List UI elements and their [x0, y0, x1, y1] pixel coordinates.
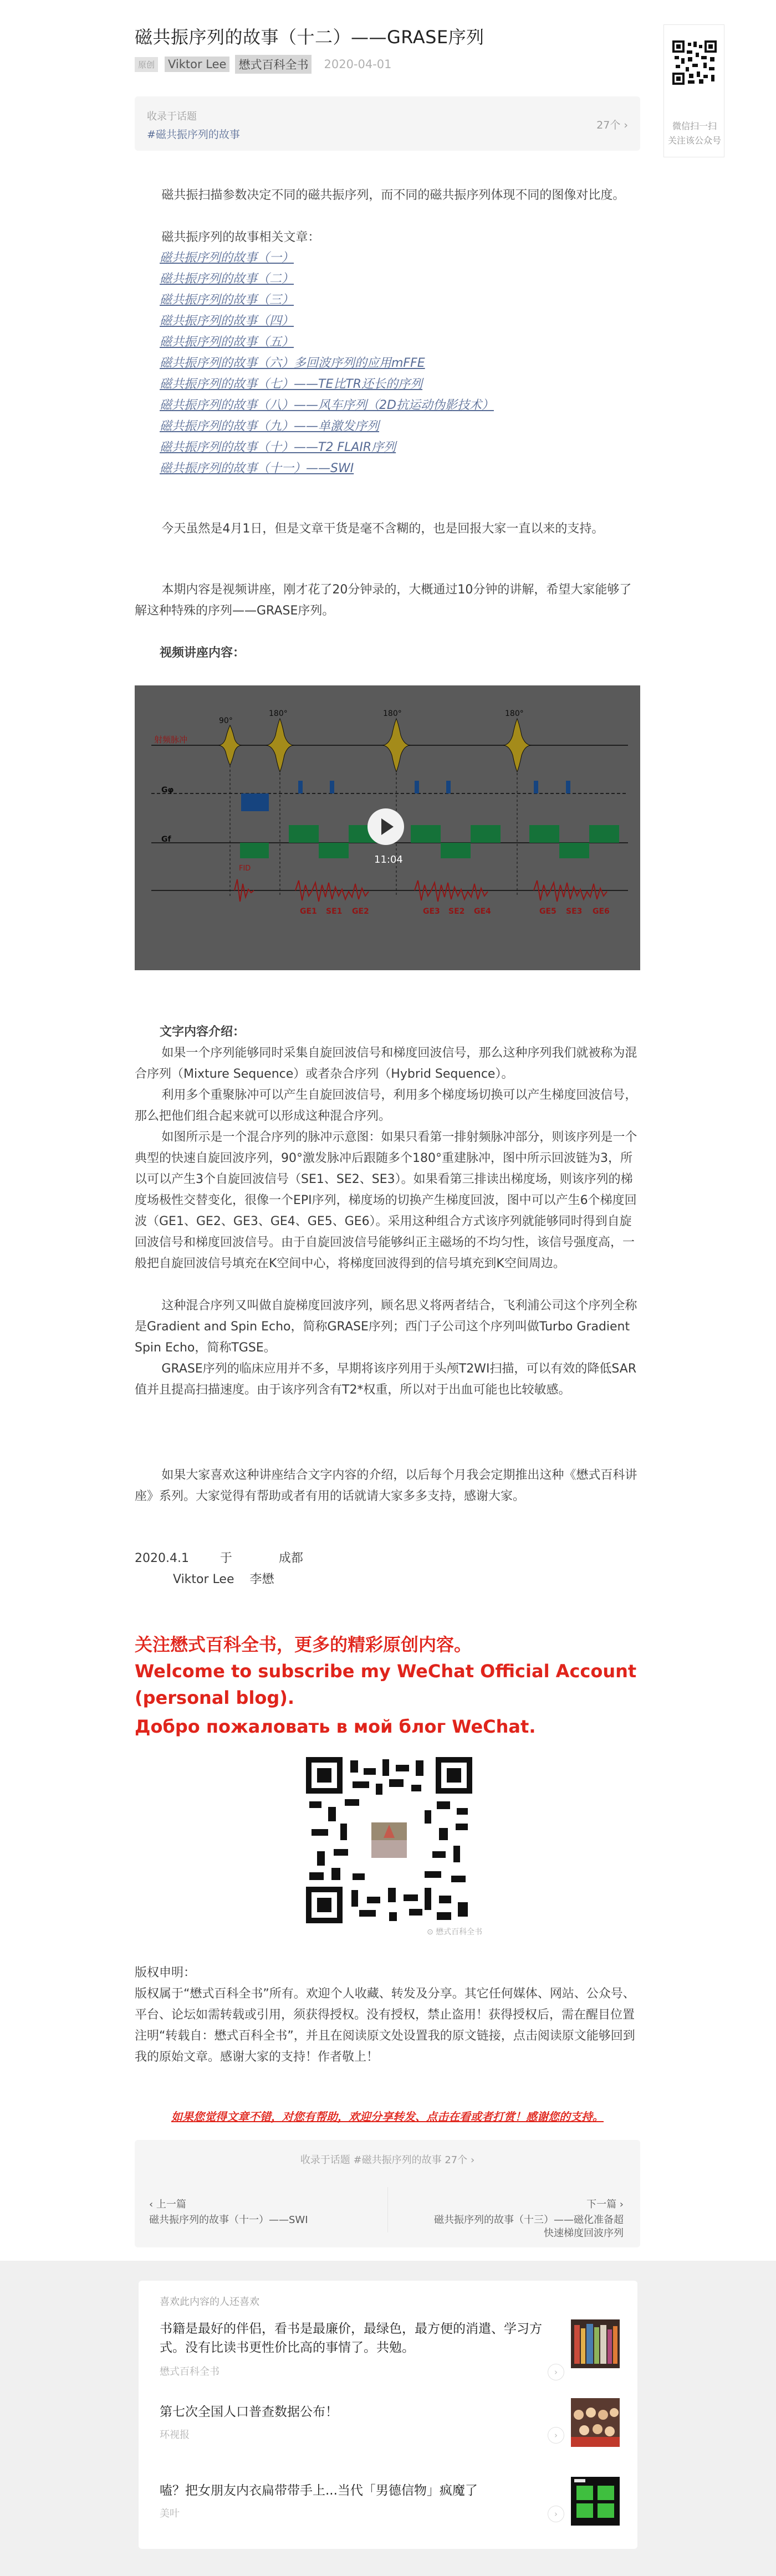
- angle-180-2: 180°: [383, 709, 402, 718]
- paragraph-diagram: 如图所示是一个混合序列的脉冲示意图：如果只看第一排射频脉冲部分，则该序列是一个典型的快速自旋回波序列，90°激发脉冲后跟随多个180°重建脉冲，图中所示回波链为3，所以可以产生3个自旋回波信号（SE1、SE2、SE3）。如果看第三排读出梯度场，则该序列的梯度场极性交替变化，很像一个EPI序列，梯度场的切换产生梯度回波，图中可以产生6个梯度回波（GE1、GE2、GE3、GE4、GE5、GE6）。采用这种组合方式该序列就能够同时得到自旋回波信号和梯度回波信号。由于自旋回波信号能够纠正主磁场的不均匀性，该信号强度高，一般把自旋回波信号填充在K空间中心，将梯度回波得到的信号填充到K空间周边。: [135, 1130, 637, 1271]
- recommend-item-title[interactable]: 嗑？把女朋友内衣扁带带手上...当代「男德信物」疯魔了: [160, 2483, 478, 2498]
- angle-90: 90°: [219, 716, 233, 725]
- chevron-right-icon[interactable]: ›: [548, 2364, 564, 2380]
- related-link-3[interactable]: 磁共振序列的故事（三）: [160, 293, 294, 307]
- play-button[interactable]: [367, 808, 404, 845]
- text-heading: 文字内容介绍：: [160, 1025, 246, 1039]
- echo-se3: SE3: [566, 907, 583, 916]
- echo-se1: SE1: [326, 907, 343, 916]
- book-thumbnail: [571, 2319, 620, 2368]
- related-link-5[interactable]: 磁共振序列的故事（五）: [160, 335, 294, 349]
- prev-label[interactable]: ‹ 上一篇: [149, 2199, 186, 2210]
- paragraph-grase-name: 这种混合序列又叫做自旋梯度回波序列，顾名思义将两者结合，飞利浦公司这个序列全称是Gradient and Spin Echo，简称GRASE序列；西门子公司这个序列叫做Turbo Gradient Spin Echo，简称TGSE。: [135, 1299, 637, 1355]
- echo-ge2: GE2: [352, 907, 369, 916]
- recommend-item-source: 美叶: [160, 2508, 180, 2519]
- nav-topic-line[interactable]: 收录于话题 #磁共振序列的故事 27个 ›: [300, 2154, 475, 2166]
- rf-label: 射频脉冲: [154, 735, 188, 745]
- follow-call-zh: 关注懋式百科全书，更多的精彩原创内容。: [135, 1634, 472, 1655]
- sign-date-place: 2020.4.1 于 成都: [135, 1551, 303, 1565]
- article-meta: [135, 55, 392, 73]
- related-link-10[interactable]: 磁共振序列的故事（十）——T2 FLAIR序列: [160, 441, 396, 454]
- follow-qr-panel: [663, 24, 724, 157]
- related-link-7[interactable]: 磁共振序列的故事（七）——TE比TR还长的序列: [160, 377, 423, 391]
- side-qr-caption-1: 微信扫一扫: [672, 121, 717, 131]
- support-note: 如果您觉得文章不错，对您有帮助，欢迎分享转发、点击在看或者打赏！感谢您的支持。: [171, 2110, 604, 2123]
- recommend-item-source: 懋式百科全书: [160, 2366, 219, 2378]
- chevron-right-icon[interactable]: ›: [548, 2506, 564, 2522]
- recommend-item[interactable]: [160, 2481, 620, 2537]
- original-tag: 原创: [135, 57, 158, 72]
- account-qr-graphic: [306, 1757, 472, 1923]
- account-name-link[interactable]: 懋式百科全书: [235, 55, 312, 74]
- gf-label: Gf: [161, 835, 171, 844]
- topic-count[interactable]: 27个 ›: [596, 119, 628, 131]
- copyright-label: 版权申明：: [135, 1966, 196, 1980]
- gphi-label: Gφ: [161, 786, 174, 795]
- author-name[interactable]: Viktor Lee: [165, 57, 229, 72]
- article-nav: [135, 2140, 640, 2247]
- echo-ge4: GE4: [474, 907, 491, 916]
- topic-collect-label: 收录于话题: [147, 111, 197, 122]
- recommend-item-source: 环视报: [160, 2429, 190, 2441]
- recommend-item-title[interactable]: 第七次全国人口普查数据公布！: [160, 2405, 338, 2419]
- follow-call-ru: Добро пожаловать в мой блог WeChat.: [135, 1716, 536, 1737]
- echo-ge5: GE5: [539, 907, 557, 916]
- fid-label: FID: [239, 864, 251, 873]
- next-label[interactable]: 下一篇 ›: [586, 2199, 624, 2210]
- nav-divider: [387, 2187, 388, 2232]
- april-paragraph: 今天虽然是4月1日，但是文章干货是毫不含糊的，也是回报大家一直以来的支持。: [161, 522, 604, 536]
- related-link-4[interactable]: 磁共振序列的故事（四）: [160, 314, 294, 328]
- prev-article-link[interactable]: 磁共振序列的故事（十一）——SWI: [149, 2214, 308, 2226]
- paragraph-mixture: 如果一个序列能够同时采集自旋回波信号和梯度回波信号，那么这种序列我们就被称为混合序列（Mixture Sequence）或者杂合序列（Hybrid Sequence）。: [135, 1046, 637, 1081]
- recommend-card: [139, 2281, 637, 2549]
- next-article-link-2[interactable]: 快速梯度回波序列: [544, 2227, 624, 2239]
- next-article-link[interactable]: 磁共振序列的故事（十三）——磁化准备超: [434, 2214, 624, 2226]
- angle-180-3: 180°: [505, 709, 524, 718]
- topic-tag-link[interactable]: #磁共振序列的故事: [147, 129, 240, 141]
- related-articles-label: 磁共振序列的故事相关文章：: [161, 231, 320, 244]
- poster-thumbnail: [571, 2477, 620, 2526]
- echo-ge6: GE6: [593, 907, 610, 916]
- copyright-text: 版权属于“懋式百科全书”所有。欢迎个人收藏、转发及分享。其它任何媒体、网站、公众号、平台、论坛如需转载或引用，须获得授权。没有授权，禁止盗用！获得授权后，需在醒目位置注明“转载自：懋式百科全书”，并且在阅读原文处设置我的原文链接，点击阅读原文能够回到我的原始文章。感谢大家的支持！作者敬上！: [135, 1987, 635, 2064]
- echo-se2: SE2: [448, 907, 465, 916]
- crowd-thumbnail: [571, 2398, 620, 2447]
- related-link-8[interactable]: 磁共振序列的故事（八）——风车序列（2D抗运动伪影技术）: [160, 398, 494, 412]
- related-link-2[interactable]: 磁共振序列的故事（二）: [160, 272, 294, 286]
- publish-date: 2020-04-01: [324, 58, 392, 71]
- echo-ge3: GE3: [423, 907, 440, 916]
- sign-author: Viktor Lee 李懋: [173, 1573, 274, 1586]
- account-qr-code: [306, 1757, 472, 1923]
- related-link-6[interactable]: 磁共振序列的故事（六）多回波序列的应用mFFE: [160, 356, 425, 370]
- video-duration: 11:04: [374, 854, 403, 866]
- video-player[interactable]: [135, 685, 640, 970]
- angle-180-1: 180°: [269, 709, 288, 718]
- video-intro-paragraph: 本期内容是视频讲座，刚才花了20分钟录的，大概通过10分钟的讲解，希望大家能够了解这种特殊的序列——GRASE序列。: [135, 583, 632, 618]
- article-title: 磁共振序列的故事（十二）——GRASE序列: [135, 27, 484, 48]
- chevron-right-icon[interactable]: ›: [548, 2427, 564, 2444]
- side-qr-caption-2: 关注该公众号: [667, 135, 721, 146]
- recommend-heading: 喜欢此内容的人还喜欢: [160, 2296, 259, 2308]
- intro-paragraph: 磁共振扫描参数决定不同的磁共振序列，而不同的磁共振序列体现不同的图像对比度。: [161, 188, 625, 202]
- side-qr-code: [672, 40, 717, 85]
- topic-collection-box[interactable]: [135, 96, 640, 151]
- follow-call-en: Welcome to subscribe my WeChat Official Account (personal blog).: [135, 1661, 637, 1708]
- echo-ge1: GE1: [300, 907, 317, 916]
- paragraph-clinical: GRASE序列的临床应用并不多，早期将该序列用于头颅T2WI扫描，可以有效的降低SAR值并且提高扫描速度。由于该序列含有T2*权重，所以对于出血可能也比较敏感。: [135, 1362, 637, 1397]
- related-link-1[interactable]: 磁共振序列的故事（一）: [160, 251, 294, 265]
- paragraph-refocus: 利用多个重聚脉冲可以产生自旋回波信号，利用多个梯度场切换可以产生梯度回波信号，那么把他们组合起来就可以形成这种混合序列。: [135, 1088, 637, 1123]
- closing-paragraph: 如果大家喜欢这种讲座结合文字内容的介绍，以后每个月我会定期推出这种《懋式百科讲座》系列。大家觉得有帮助或者有用的话就请大家多多支持，感谢大家。: [135, 1468, 637, 1503]
- qr-caption: ⊙ 懋式百科全书: [427, 1928, 483, 1937]
- recommend-item[interactable]: [160, 2403, 620, 2458]
- related-link-11[interactable]: 磁共振序列的故事（十一）——SWI: [160, 462, 354, 475]
- related-link-9[interactable]: 磁共振序列的故事（九）——单激发序列: [160, 419, 380, 433]
- recommend-item[interactable]: [160, 2319, 620, 2380]
- recommend-section: [0, 2261, 776, 2576]
- video-heading: 视频讲座内容：: [160, 646, 246, 660]
- recommend-item-title[interactable]: 书籍是最好的伴侣，看书是最廉价，最绿色，最方便的消遣、学习方式。没有比读书更性价比高的事情了。共勉。: [160, 2322, 542, 2355]
